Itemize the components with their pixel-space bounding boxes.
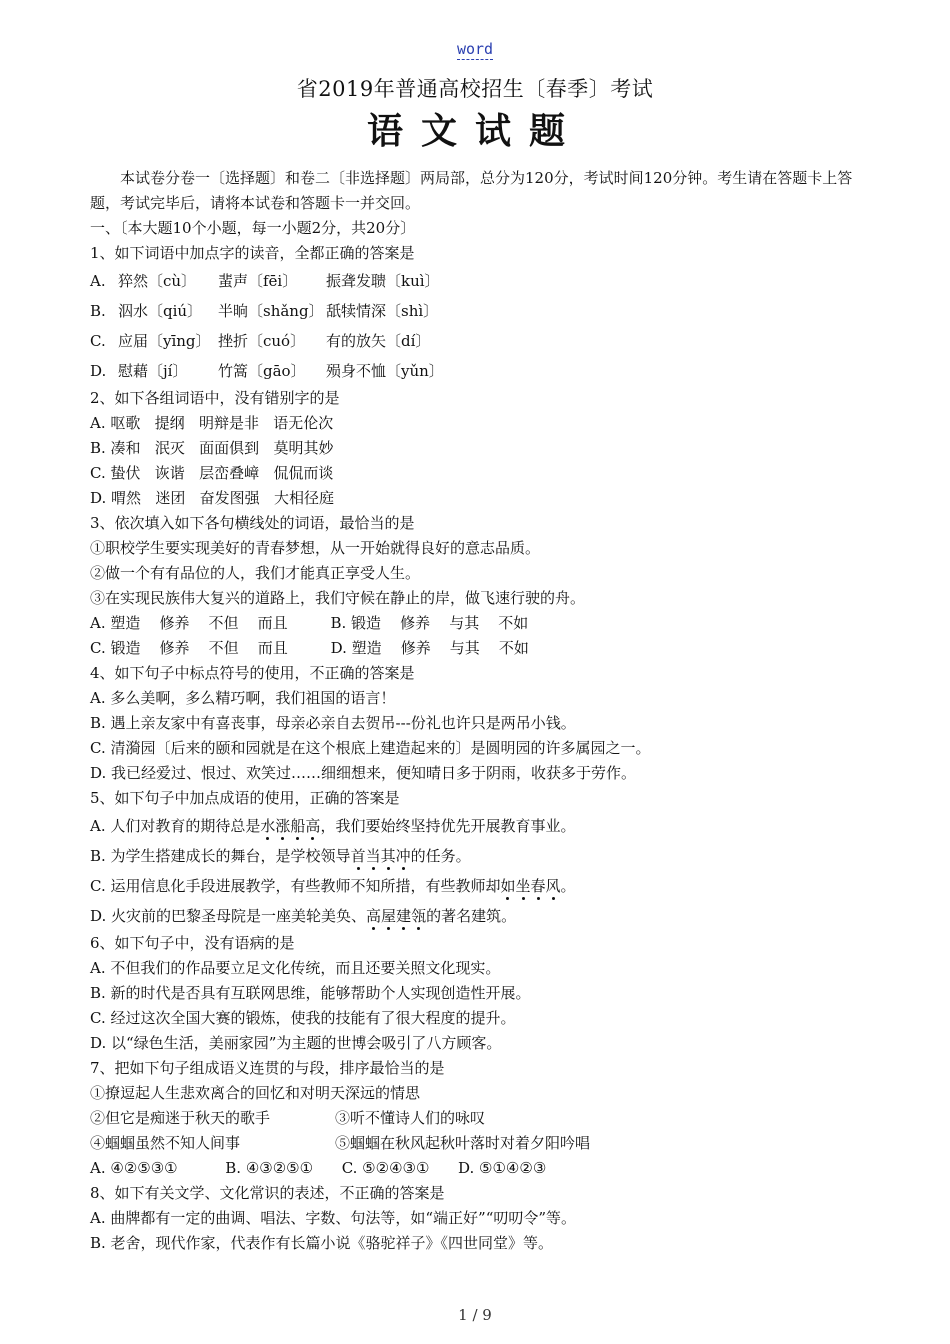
emphasis-dot-char: 春 (530, 877, 546, 895)
q5-option-b (90, 841, 860, 871)
q4-option-c: C. 清漪园〔后来的颐和园就是在这个根底上建造起来的〕是圆明园的许多属园之一。 (90, 739, 651, 757)
q2-option-c: C. 蛰伏 诙谐 层峦叠嶂 侃侃而谈 (90, 464, 334, 482)
word: 振聋发聩〔kuì〕 (326, 272, 440, 290)
emphasis-dot-char: 水 (260, 817, 276, 835)
q7-sentence-5: ⑤蝈蝈在秋风起秋叶落时对着夕阳吟唱 (335, 1134, 591, 1152)
option-text: 。 (560, 877, 576, 895)
emphasis-dot-char: 高 (305, 817, 321, 835)
q2-option-b: B. 凑和 泯灭 面面俱到 莫明其妙 (90, 439, 334, 457)
dotted-idiom (366, 907, 426, 925)
emphasis-dot-char: 船 (290, 817, 306, 835)
intro-paragraph: 本试卷分卷一〔选择题〕和卷二〔非选择题〕两局部，总分为120分，考试时间120分钟。考生请在答题卡上答题，考试完毕后，请将本试卷和答题卡一并交回。 (90, 169, 853, 212)
word: 泅水〔qiú〕 (118, 302, 203, 320)
section-heading: 一、〔本大题10个小题，每一小题2分，共20分〕 (90, 219, 416, 237)
q3-options-ab: A. 塑造 修养 不但 而且 B. 锻造 修养 与其 不如 (90, 614, 529, 632)
question-8-stem: 8、如下有关文学、文化常识的表述，不正确的答案是 (90, 1184, 445, 1202)
question-3-stem: 3、依次填入如下各句横线处的词语，最恰当的是 (90, 514, 415, 532)
emphasis-dot-char: 高 (366, 907, 382, 925)
option-text: ，我们要始终坚持优先开展教育事业。 (320, 817, 576, 835)
word: 慰藉〔jí〕 (118, 362, 188, 380)
emphasis-dot-char: 风 (545, 877, 561, 895)
page-number: 1 / 9 (458, 1306, 492, 1324)
option-letter: A. (90, 272, 106, 290)
emphasis-dot-char: 当 (365, 847, 381, 865)
q1-option-b (90, 296, 860, 326)
question-4-stem: 4、如下句子中标点符号的使用，不正确的答案是 (90, 664, 415, 682)
emphasis-dot-char: 首 (350, 847, 366, 865)
emphasis-dot-char: 如 (500, 877, 516, 895)
q7-sentence-4: ④蝈蝈虽然不知人间事 (90, 1134, 241, 1152)
question-1-stem: 1、如下词语中加点字的读音，全都正确的答案是 (90, 244, 415, 262)
option-text: D. 火灾前的巴黎圣母院是一座美轮美奂、 (90, 907, 367, 925)
q6-option-b: B. 新的时代是否具有互联网思维，能够帮助个人实现创造性开展。 (90, 984, 531, 1002)
q5-option-d (90, 901, 860, 931)
option-text: 的任务。 (410, 847, 471, 865)
word: 殒身不恤〔yǔn〕 (326, 362, 444, 380)
q3-options-cd: C. 锻造 修养 不但 而且 D. 塑造 修养 与其 不如 (90, 639, 529, 657)
exam-subtitle: 省2019年普通高校招生〔春季〕考试 (296, 77, 654, 101)
q2-option-a: A. 呕歌 提纲 明辩是非 语无伦次 (90, 414, 334, 432)
question-6-stem: 6、如下句子中，没有语病的是 (90, 934, 295, 952)
emphasis-dot-char: 其 (380, 847, 396, 865)
option-text: B. 为学生搭建成长的舞台，是学校领导 (90, 847, 351, 865)
dotted-idiom (260, 817, 320, 835)
q7-sentences-2-3 (90, 1106, 860, 1131)
question-5-stem: 5、如下句子中加点成语的使用，正确的答案是 (90, 789, 400, 807)
q5-option-a (90, 811, 860, 841)
option-letter: D. (90, 362, 107, 380)
word: 应届〔yīng〕 (118, 332, 211, 350)
q6-option-a: A. 不但我们的作品要立足文化传统，而且还要关照文化现实。 (90, 959, 501, 977)
q3-sentence-3: ③在实现民族伟大复兴的道路上，我们守候在静止的岸，做飞速行驶的舟。 (90, 589, 586, 607)
q3-sentence-2: ②做一个有有品位的人，我们才能真正享受人生。 (90, 564, 421, 582)
q1-option-c (90, 326, 860, 356)
option-text: 的著名建筑。 (426, 907, 517, 925)
q7-sentences-4-5 (90, 1131, 860, 1156)
q2-option-d: D. 喟然 迷团 奋发图强 大相径庭 (90, 489, 334, 507)
emphasis-dot-char: 建 (396, 907, 412, 925)
q7-sentence-3: ③听不懂诗人们的咏叹 (335, 1109, 486, 1127)
q8-option-b: B. 老舍，现代作家，代表作有长篇小说《骆驼祥子》《四世同堂》等。 (90, 1234, 554, 1252)
option-letter: B. (90, 302, 106, 320)
word: 舐犊情深〔shì〕 (326, 302, 439, 320)
q7-sentence-2: ②但它是痴迷于秋天的歌手 (90, 1109, 271, 1127)
word: 挫折〔cuó〕 (218, 332, 306, 350)
word: 蜚声〔fēi〕 (218, 272, 298, 290)
word: 猝然〔cù〕 (118, 272, 197, 290)
option-text: C. 运用信息化手段进展教学，有些教师不知所措，有些教师却 (90, 877, 501, 895)
emphasis-dot-char: 瓴 (411, 907, 427, 925)
exam-body (90, 166, 860, 1256)
q8-option-a: A. 曲牌都有一定的曲调、唱法、字数、句法等，如“端正好”“叨叨令”等。 (90, 1209, 577, 1227)
q5-option-c (90, 871, 860, 901)
word: 半晌〔shǎng〕 (218, 302, 324, 320)
q4-option-d: D. 我已经爱过、恨过、欢笑过……细细想来，便知晴日多于阴雨，收获多于劳作。 (90, 764, 637, 782)
q7-sentence-1: ①撩逗起人生悲欢离合的回忆和对明天深远的情思 (90, 1084, 421, 1102)
word: 有的放矢〔dí〕 (326, 332, 431, 350)
emphasis-dot-char: 涨 (275, 817, 291, 835)
option-letter: C. (90, 332, 106, 350)
q1-option-a (90, 266, 860, 296)
emphasis-dot-char: 冲 (395, 847, 411, 865)
exam-title: 语文试题 (366, 110, 583, 152)
dotted-idiom (500, 877, 560, 895)
q3-sentence-1: ①职校学生要实现美好的青春梦想，从一开始就得良好的意志品质。 (90, 539, 541, 557)
option-text: A. 人们对教育的期待总是 (90, 817, 261, 835)
q4-option-a: A. 多么美啊，多么精巧啊，我们祖国的语言！ (90, 689, 396, 707)
dotted-idiom (351, 847, 411, 865)
q6-option-d: D. 以“绿色生活，美丽家园”为主题的世博会吸引了八方顾客。 (90, 1034, 502, 1052)
word: 竹篙〔gāo〕 (218, 362, 306, 380)
header-word-link[interactable] (0, 40, 950, 58)
q7-options: A. ④②⑤③① B. ④③②⑤① C. ⑤②④③① D. ⑤①④②③ (90, 1159, 547, 1177)
q1-option-d (90, 356, 860, 386)
question-7-stem: 7、把如下句子组成语义连贯的与段，排序最恰当的是 (90, 1059, 445, 1077)
q6-option-c: C. 经过这次全国大赛的锻炼，使我的技能有了很大程度的提升。 (90, 1009, 516, 1027)
question-2-stem: 2、如下各组词语中，没有错别字的是 (90, 389, 340, 407)
emphasis-dot-char: 屋 (381, 907, 397, 925)
q4-option-b: B. 遇上亲友家中有喜丧事，母亲必亲自去贺吊---份礼也许只是两吊小钱。 (90, 714, 576, 732)
header-word-text[interactable]: word (456, 40, 494, 58)
emphasis-dot-char: 坐 (515, 877, 531, 895)
